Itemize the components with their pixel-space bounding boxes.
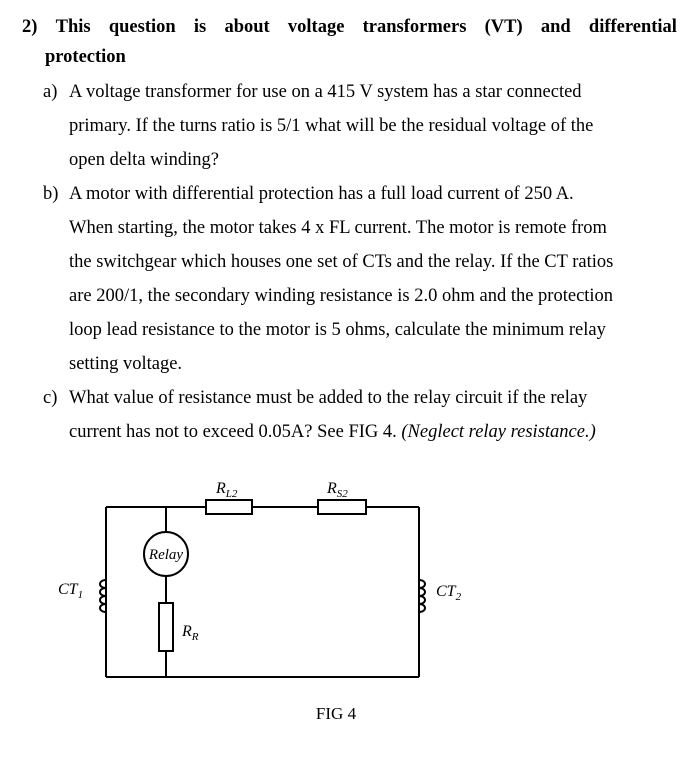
heading-word: 2)	[22, 17, 38, 37]
part-a-letter: a)	[43, 82, 58, 102]
label-rr: $R_R$	[182, 623, 199, 643]
resistor-rr	[159, 603, 173, 651]
part-b-line: setting voltage.	[69, 354, 183, 374]
heading-word: This	[55, 17, 91, 37]
part-c-note: (Neglect relay resistance.)	[401, 422, 596, 442]
heading-word: about	[224, 17, 270, 37]
heading-line-2: protection	[45, 47, 126, 67]
part-b-line: When starting, the motor takes 4 x FL current. The motor is remote from	[69, 218, 607, 238]
heading-word: voltage	[287, 17, 345, 37]
part-b-letter: b)	[43, 184, 59, 204]
part-c-line2-text: current has not to exceed 0.05A? See FIG 4.	[69, 422, 402, 442]
label-relay: Relay	[148, 547, 184, 563]
heading-word: is	[193, 17, 207, 37]
heading-word: transformers	[362, 17, 467, 37]
part-c-letter: c)	[43, 388, 58, 408]
label-rl2: $R_{L2}$	[216, 480, 238, 500]
part-b-line: loop lead resistance to the motor is 5 ohms, calculate the minimum relay	[69, 320, 606, 340]
heading-word: (VT)	[484, 17, 523, 37]
heading-word: question	[108, 17, 176, 37]
part-c-line: What value of resistance must be added to the relay circuit if the relay	[69, 388, 588, 408]
figure-caption: FIG 4	[315, 704, 357, 723]
part-a-line: primary. If the turns ratio is 5/1 what will be the residual voltage of the	[69, 116, 594, 136]
part-a-line: A voltage transformer for use on a 415 V system has a star connected	[69, 82, 582, 102]
heading-word: and	[540, 17, 571, 37]
label-ct2: $CT_2$	[436, 583, 462, 603]
label-rs2: $R_{S2}$	[327, 480, 348, 500]
label-ct1: $CT_1$	[58, 581, 84, 601]
part-a-line: open delta winding?	[69, 150, 220, 170]
part-b-line: the switchgear which houses one set of CTs and the relay. If the CT ratios	[69, 252, 614, 272]
part-b-line: are 200/1, the secondary winding resistance is 2.0 ohm and the protection	[69, 286, 614, 306]
part-b-line: A motor with differential protection has a full load current of 250 A.	[69, 184, 574, 204]
resistor-rl2	[206, 500, 252, 514]
heading-word: differential	[588, 17, 677, 37]
resistor-rs2	[318, 500, 366, 514]
